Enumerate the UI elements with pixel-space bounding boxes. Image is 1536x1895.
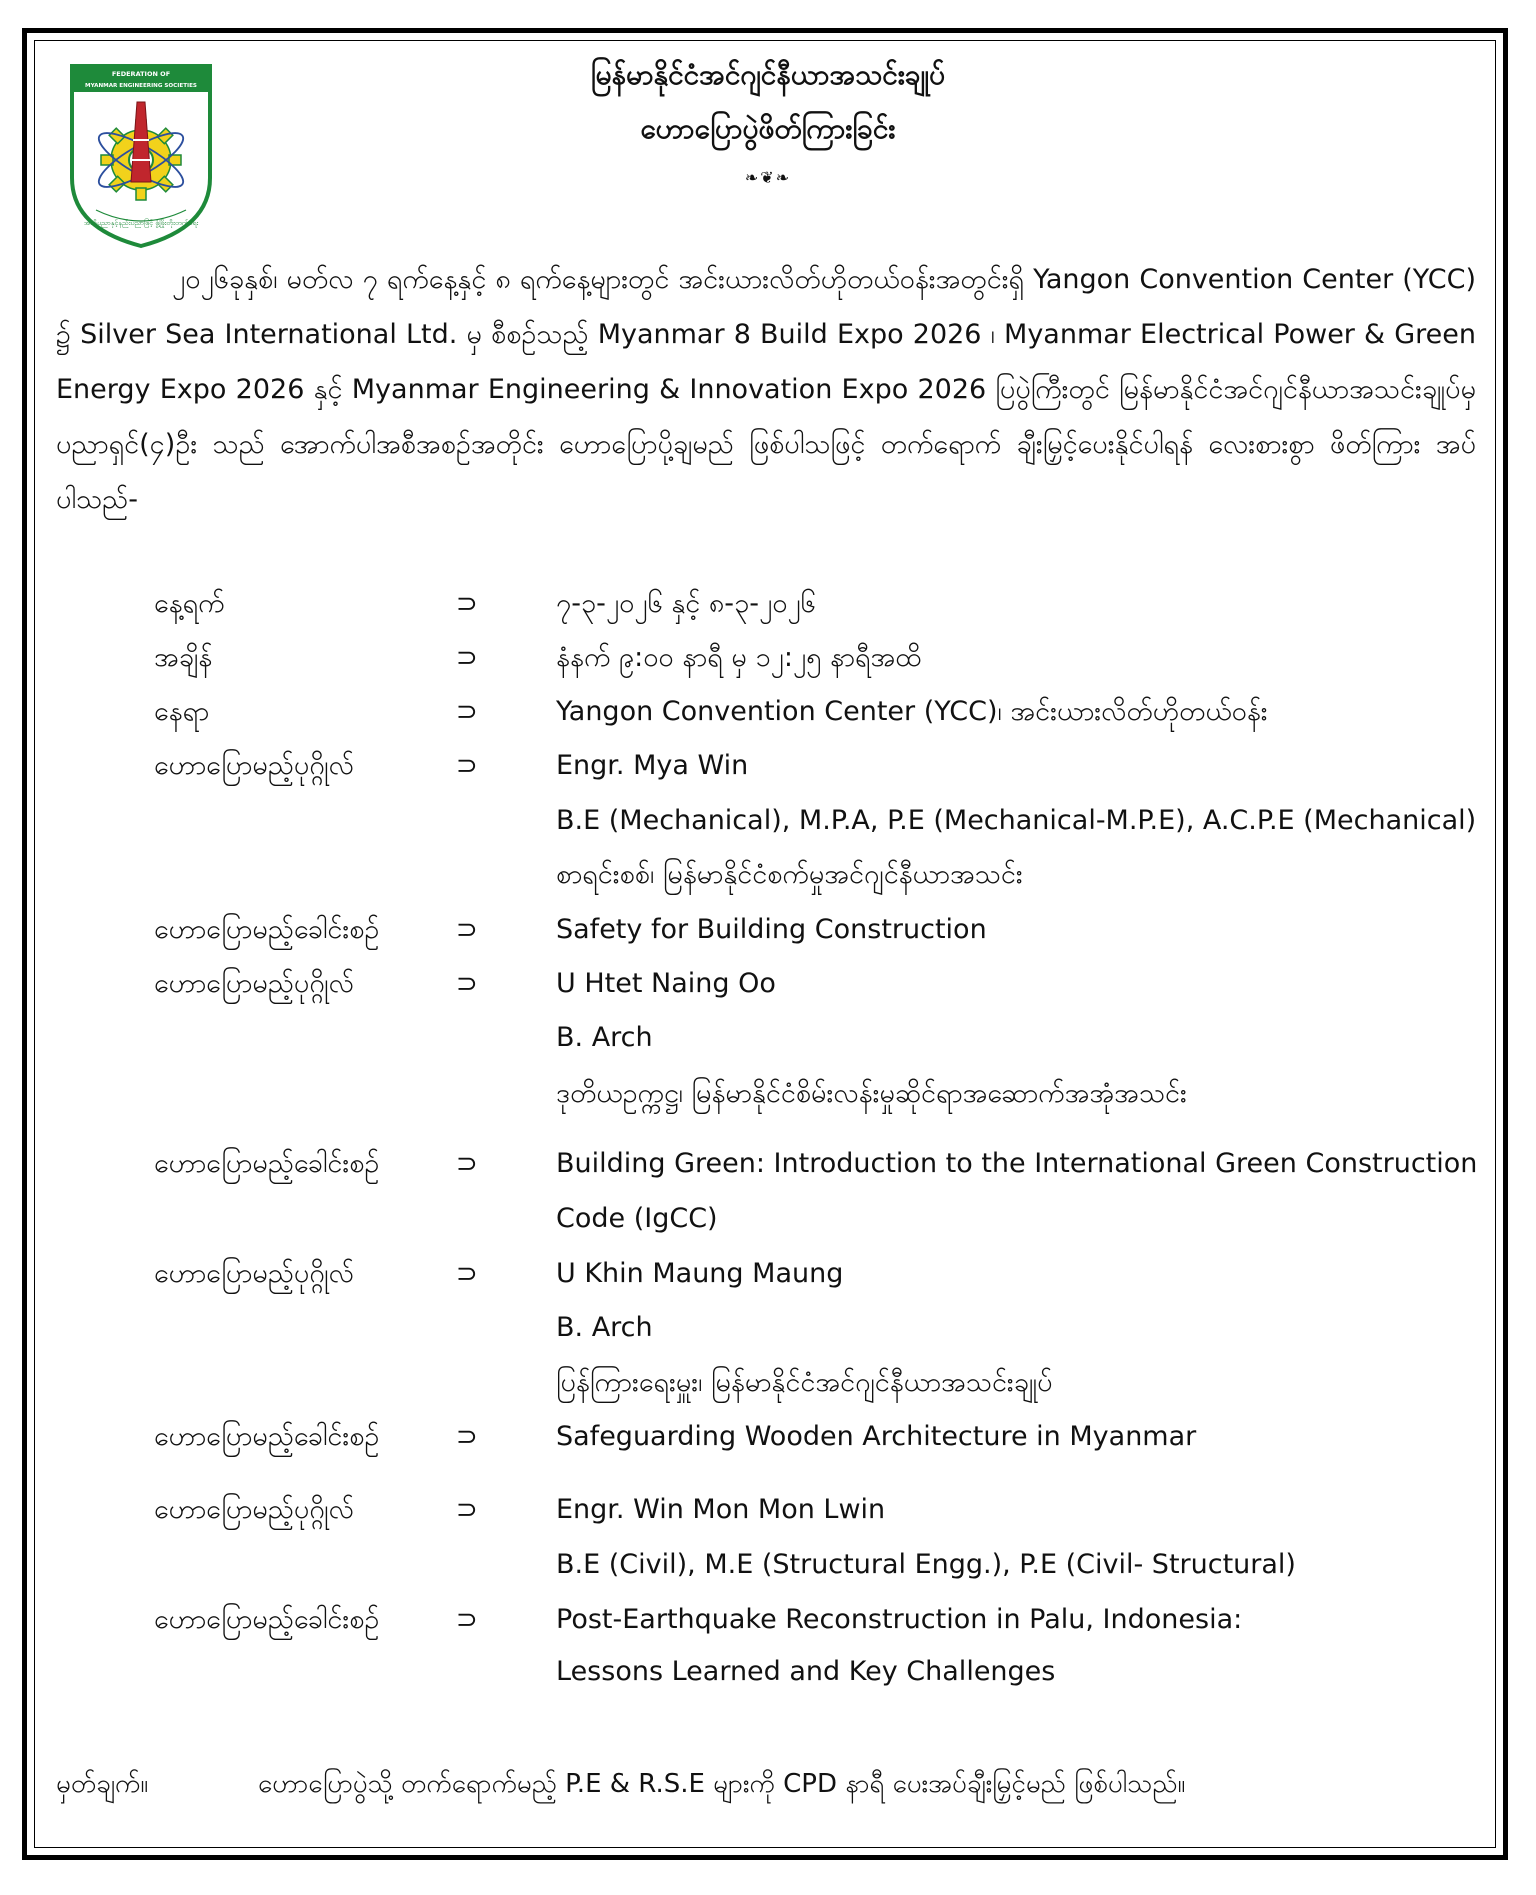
- topic-title: Post-Earthquake Reconstruction in Palu, Indonesia:: [556, 1604, 1243, 1635]
- header-ornament: ❧❦❧: [744, 168, 792, 187]
- speaker-credentials: B. Arch: [556, 1312, 653, 1343]
- arrow-icon: ⊃: [456, 1259, 478, 1289]
- topic-title: Safeguarding Wooden Architecture in Myanmar: [556, 1421, 1197, 1452]
- topic-label: ဟောပြောမည့်ခေါင်းစဉ်: [154, 1604, 380, 1635]
- speaker-position: ဒုတိယဥက္ကဋ္ဌ၊ မြန်မာနိုင်ငံစိမ်းလန်းမှုဆိုင်ရာအဆောက်အအုံအသင်း: [556, 1078, 1187, 1109]
- arrow-icon: ⊃: [456, 589, 478, 619]
- topic-title-continued: Code (IgCC): [556, 1203, 718, 1234]
- intro-text: ၂၀၂၆ခုနှစ်၊ မတ်လ ၇ ရက်နေ့နှင့် ၈ ရက်နေ့များတွင် အင်းယားလိတ်ဟိုတယ်ဝန်းအတွင်းရှိ Yangon Convention Center (YCC) ၌ Silver Sea International Ltd. မှ စီစဉ်သည့် Myanmar 8 Build Expo 2026 ၊ Myanmar Electrical Power & Green Energy Expo 2026 နှင့် Myanmar Engineering & Innovation Expo 2026 ပြပွဲကြီးတွင် မြန်မာနိုင်ငံအင်ဂျင်နီယာအသင်းချုပ်မှ ပညာရှင်(၄)ဦး သည် အောက်ပါအစီအစဉ်အတိုင်း ဟောပြောပို့ချမည် ဖြစ်ပါသဖြင့် တက်ရောက် ချီးမြှင့်ပေးနိုင်ပါရန် လေးစားစွာ ဖိတ်ကြား အပ်ပါသည်-: [56, 264, 1476, 515]
- speaker-label: ဟောပြောမည့်ပုဂ္ဂိုလ်: [154, 1494, 354, 1525]
- speaker-position: ပြန်ကြားရေးမှူး၊ မြန်မာနိုင်ငံအင်ဂျင်နီယာအသင်းချုပ်: [556, 1367, 1053, 1398]
- arrow-icon: ⊃: [456, 643, 478, 673]
- arrow-icon: ⊃: [456, 969, 478, 999]
- topic-title-continued: Lessons Learned and Key Challenges: [556, 1656, 1056, 1687]
- topic-title: Safety for Building Construction: [556, 914, 987, 945]
- arrow-icon: ⊃: [456, 1495, 478, 1525]
- venue-label: နေရာ: [154, 696, 210, 727]
- speaker-name: U Htet Naing Oo: [556, 968, 776, 999]
- speaker-label: ဟောပြောမည့်ပုဂ္ဂိုလ်: [154, 1258, 354, 1289]
- arrow-icon: ⊃: [456, 1149, 478, 1179]
- note-text: ဟောပြောပွဲသို့ တက်ရောက်မည့် P.E & R.S.E များကို CPD နာရီ ပေးအပ်ချီးမြှင့်မည် ဖြစ်ပါသည်။: [258, 1769, 1186, 1799]
- svg-text:MYANMAR ENGINEERING SOCIETIES: MYANMAR ENGINEERING SOCIETIES: [85, 83, 197, 89]
- speaker-name: Engr. Win Mon Mon Lwin: [556, 1494, 886, 1525]
- venue-value: Yangon Convention Center (YCC)၊ အင်းယားလိတ်ဟိုတယ်ဝန်း: [556, 696, 1268, 727]
- time-value: နံနက် ၉:၀၀ နာရီ မှ ၁၂:၂၅ နာရီအထိ: [556, 642, 922, 673]
- speaker-credentials: B.E (Mechanical), M.P.A, P.E (Mechanical-M.P.E), A.C.P.E (Mechanical): [556, 805, 1477, 836]
- date-value: ၇-၃-၂၀၂၆ နှင့် ၈-၃-၂၀၂၆: [556, 588, 816, 619]
- speaker-credentials: B.E (Civil), M.E (Structural Engg.), P.E (Civil- Structural): [556, 1549, 1296, 1580]
- arrow-icon: ⊃: [456, 751, 478, 781]
- speaker-name: Engr. Mya Win: [556, 750, 749, 781]
- topic-label: ဟောပြောမည့်ခေါင်းစဉ်: [154, 1148, 380, 1179]
- svg-text:FEDERATION OF: FEDERATION OF: [111, 70, 171, 78]
- svg-text:အသိပညာနှင့်နည်းပညာဖြင့် ဖွံ့ဖြ: အသိပညာနှင့်နည်းပညာဖြင့် ဖွံ့ဖြိုးတိုးတက်ရေး: [83, 219, 199, 227]
- speaker-position: စာရင်းစစ်၊ မြန်မာနိုင်ငံစက်မှုအင်ဂျင်နီယာအသင်း: [556, 859, 1023, 890]
- topic-label: ဟောပြောမည့်ခေါင်းစဉ်: [154, 1421, 380, 1452]
- speaker-name: U Khin Maung Maung: [556, 1258, 844, 1289]
- topic-title: Building Green: Introduction to the International Green Construction: [556, 1148, 1478, 1179]
- arrow-icon: ⊃: [456, 1605, 478, 1635]
- date-label: နေ့ရက်: [154, 588, 225, 619]
- header-subtitle: ဟောပြောပွဲဖိတ်ကြားခြင်း: [640, 112, 896, 145]
- speaker-credentials: B. Arch: [556, 1022, 653, 1053]
- arrow-icon: ⊃: [456, 697, 478, 727]
- intro-paragraph: [56, 252, 1476, 527]
- arrow-icon: ⊃: [456, 1422, 478, 1452]
- arrow-icon: ⊃: [456, 915, 478, 945]
- time-label: အချိန်: [154, 642, 213, 673]
- topic-label: ဟောပြောမည့်ခေါင်းစဉ်: [154, 914, 380, 945]
- speaker-label: ဟောပြောမည့်ပုဂ္ဂိုလ်: [154, 968, 354, 999]
- header-title: မြန်မာနိုင်ငံအင်ဂျင်နီယာအသင်းချုပ်: [590, 58, 946, 91]
- speaker-label: ဟောပြောမည့်ပုဂ္ဂိုလ်: [154, 750, 354, 781]
- note-label: မှတ်ချက်။: [56, 1769, 149, 1799]
